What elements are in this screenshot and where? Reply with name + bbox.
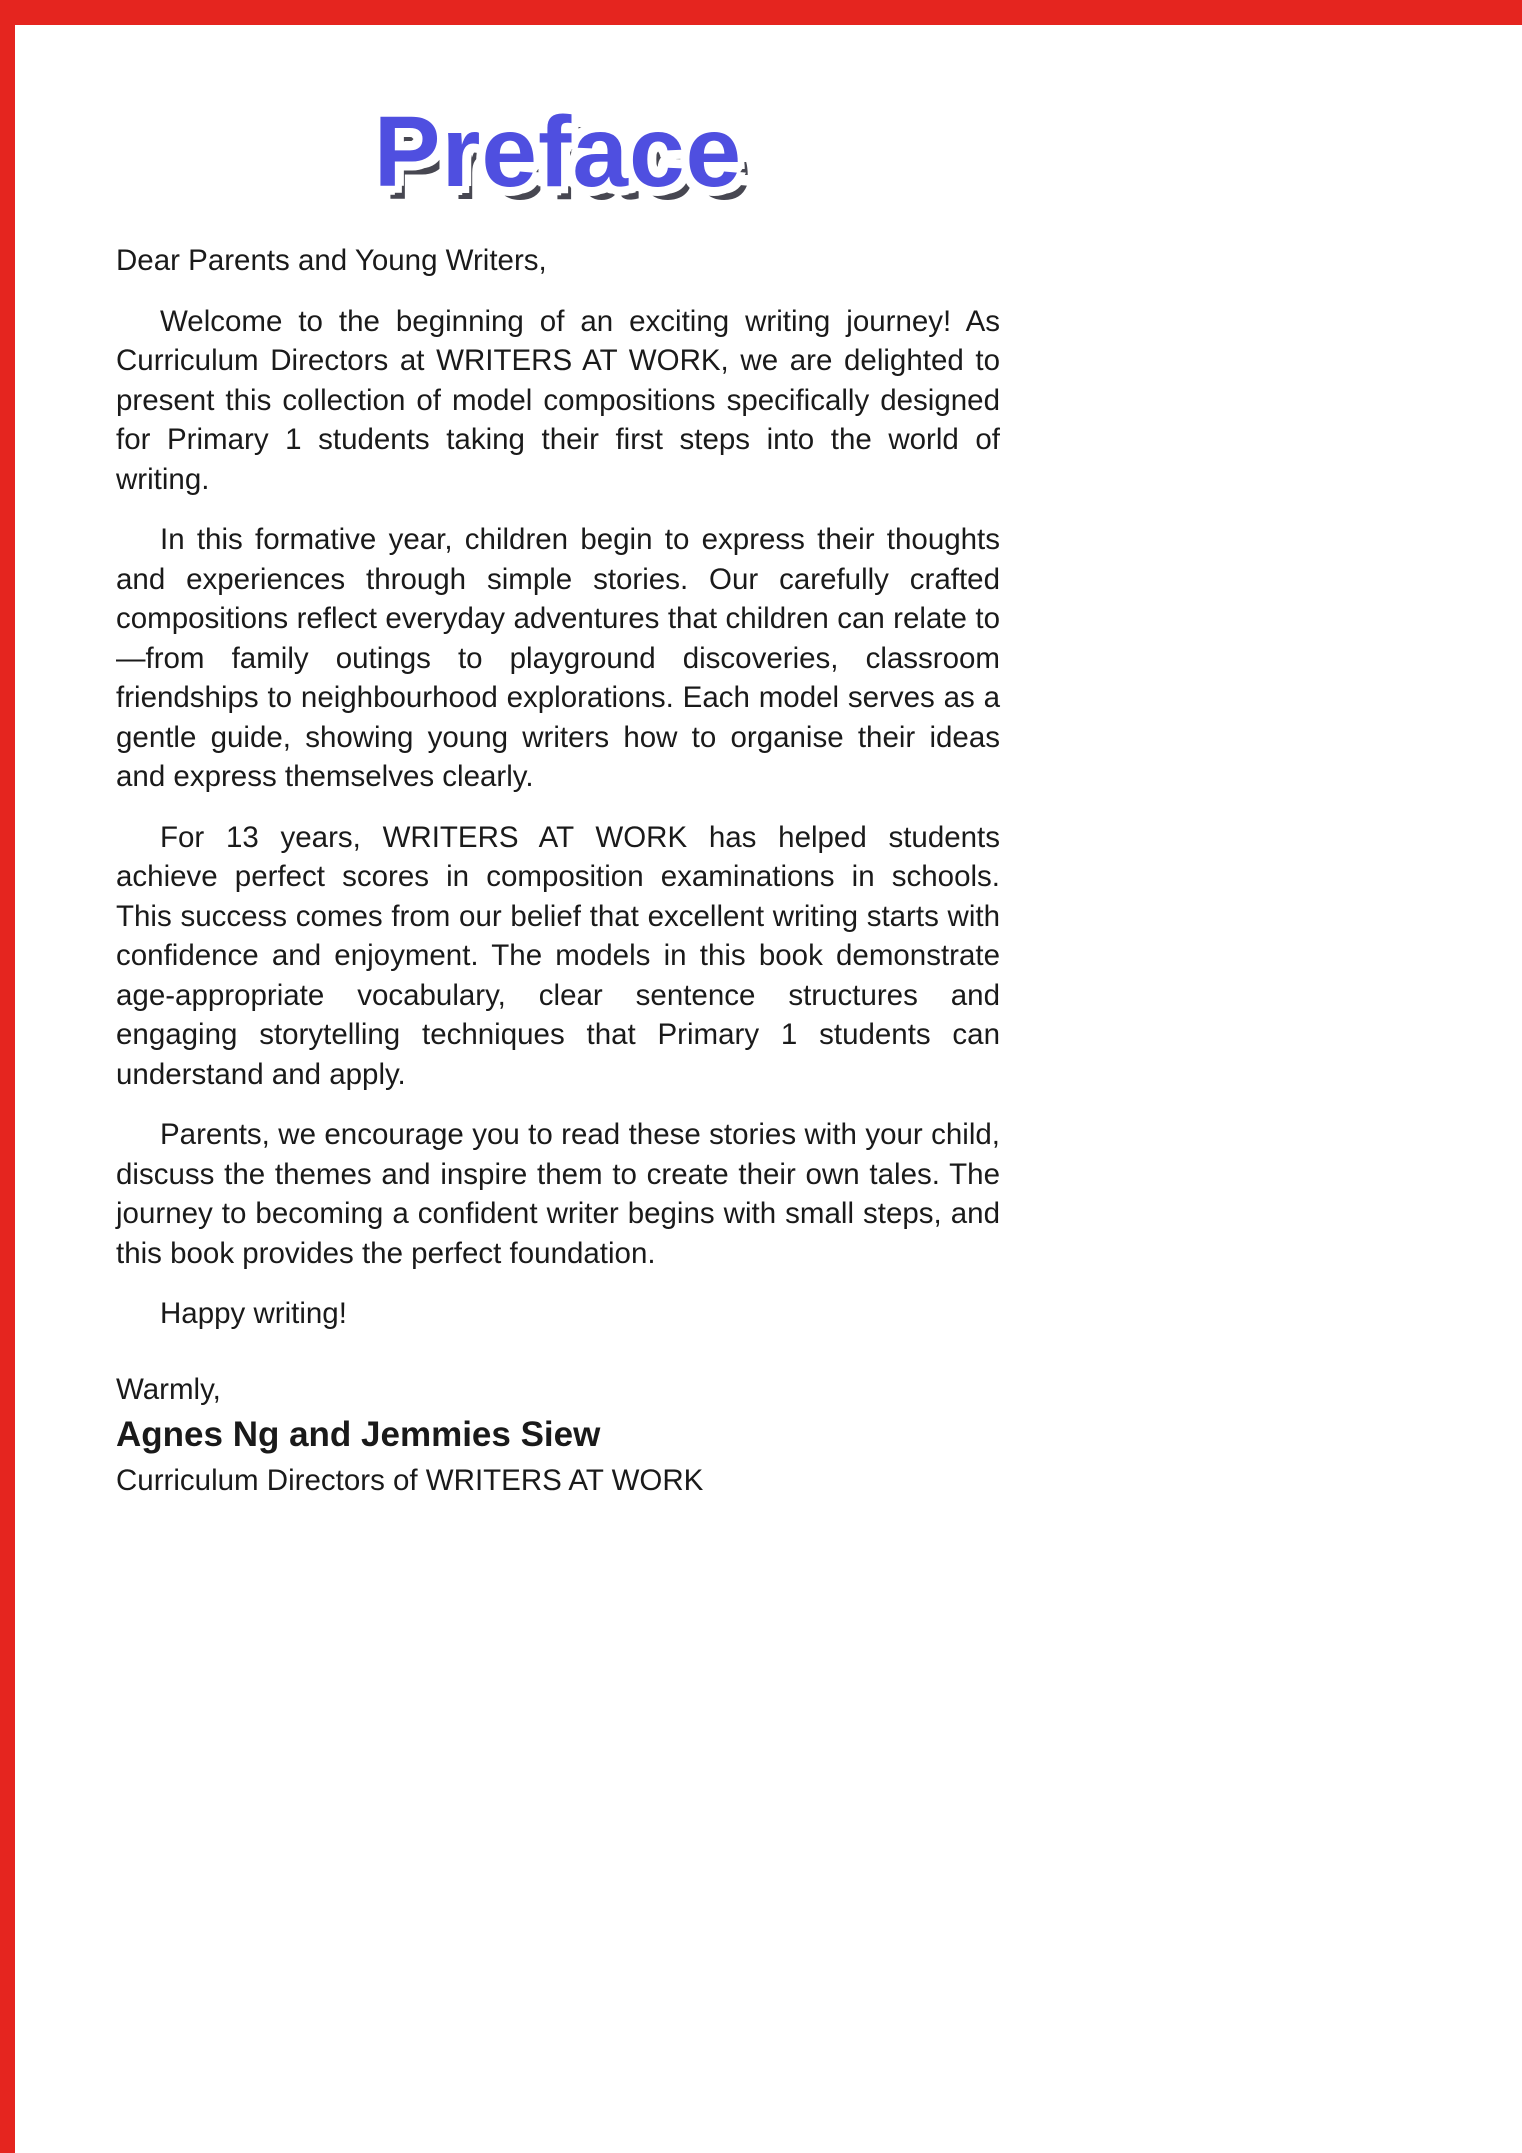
signoff: Warmly,: [116, 1372, 221, 1406]
signature-role: Curriculum Directors of WRITERS AT WORK: [116, 1464, 704, 1497]
scan-edge-top: [0, 0, 1522, 25]
page-title: Preface: [373, 96, 743, 208]
paragraph-parents: Parents, we encourage you to read these stories with your child, discuss the themes and inspire them to create their own tales. The journey to becoming a confident writer begins with small steps, and this book provides the perfect foundation.: [116, 1118, 1000, 1270]
signature-names: Agnes Ng and Jemmies Siew: [116, 1415, 601, 1454]
closing-line: Happy writing!: [160, 1297, 347, 1330]
salutation: Dear Parents and Young Writers,: [116, 244, 547, 277]
preface-page: [116, 25, 1000, 1503]
paragraph-formative-year: In this formative year, children begin to express their thoughts and experiences through simple stories. Our carefully crafted compositions reflect everyday adventures that children can relate to—from family outings to playground discoveries, classroom friendships to neighbourhood explorations. Each model serves as a gentle guide, showing young writers how to organise their ideas and express themselves clearly.: [116, 523, 1000, 793]
paragraph-welcome: Welcome to the beginning of an exciting writing journey! As Curriculum Directors at WRITERS AT WORK, we are delighted to present this collection of model compositions specifically designed for Primary 1 students taking their first steps into the world of writing.: [116, 304, 1000, 496]
scan-edge-left: [0, 0, 15, 2153]
paragraph-13-years: For 13 years, WRITERS AT WORK has helped students achieve perfect scores in composition examinations in schools. This success comes from our belief that excellent writing starts with confidence and enjoyment. The models in this book demonstrate age-appropriate vocabulary, clear sentence structures and engaging storytelling techniques that Primary 1 students can understand and apply.: [116, 820, 1000, 1091]
